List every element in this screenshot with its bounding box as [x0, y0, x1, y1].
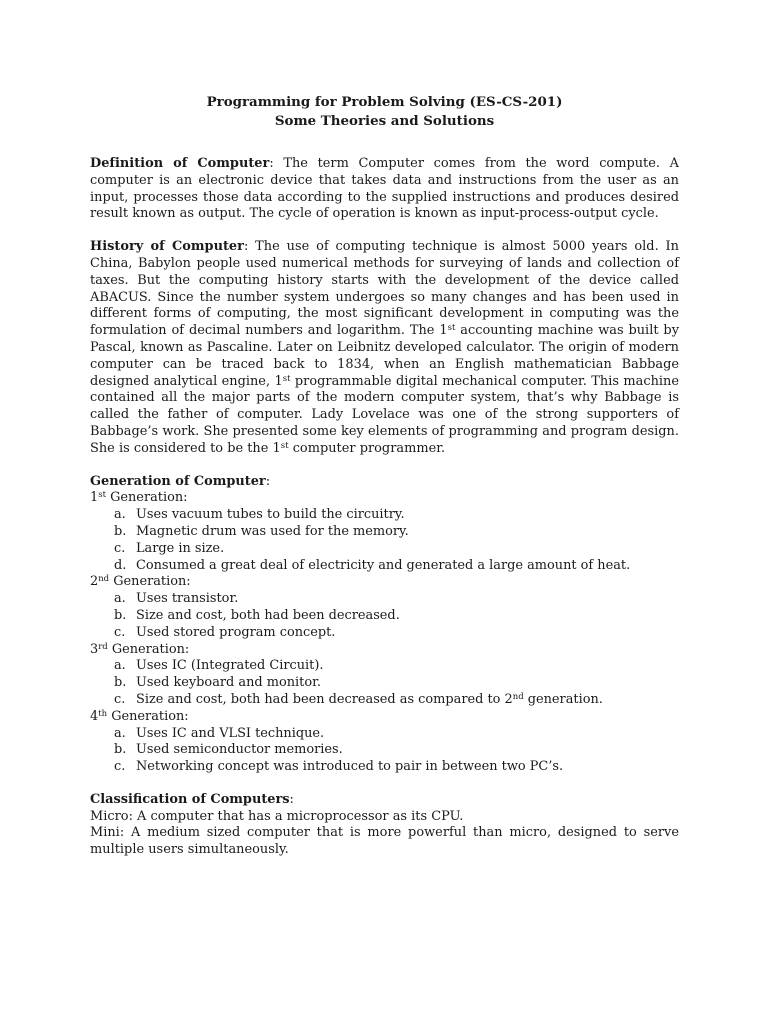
gen4-text: Generation:	[107, 708, 189, 724]
list-item-text: Uses vacuum tubes to build the circuitry.	[136, 507, 405, 523]
gen1-sup: st	[98, 490, 106, 501]
list-item	[114, 658, 679, 675]
history-term: History of Computer	[90, 239, 244, 255]
list-item-text: Magnetic drum was used for the memory.	[136, 523, 409, 539]
history-text-2: accounting machine was built by Pascal, known as Pascaline. Later on Leibnitz developed calculator. The origin of modern computer can be traced back to 1834, when an English mathematician Babbage designed analytical engine, 1	[90, 323, 679, 389]
list-item	[114, 675, 679, 692]
list-item-text: Used stored program concept.	[136, 624, 336, 640]
list-item-text: Consumed a great deal of electricity and generated a large amount of heat.	[136, 557, 631, 573]
list-item	[114, 591, 679, 608]
gen3-item-c-after: generation.	[523, 691, 603, 707]
list-item	[114, 692, 679, 709]
list-item-text: Size and cost, both had been decreased.	[136, 607, 400, 623]
classification-colon: :	[289, 791, 294, 807]
gen1-label	[90, 490, 679, 507]
generation-section	[90, 474, 679, 776]
list-item	[114, 558, 679, 575]
classification-section	[90, 792, 679, 859]
list-item-text: Uses IC (Integrated Circuit).	[136, 658, 324, 674]
history-text-1: : The use of computing technique is almost 5000 years old. In China, Babylon people used numerical methods for surveying of lands and collection of taxes. But the computing history starts with the development of the device called ABACUS. Since the number system undergoes so many changes and has been used in different forms of computing, the most significant development in computing was the formulation of decimal numbers and logarithm. The 1	[90, 239, 679, 339]
list-item-text	[136, 692, 603, 709]
list-item	[114, 726, 679, 743]
definition-paragraph	[90, 156, 679, 223]
list-marker: c.	[114, 759, 126, 775]
gen2-text: Generation:	[109, 574, 191, 590]
gen3-sup: rd	[98, 641, 108, 652]
generation-heading	[90, 474, 679, 491]
gen2-list	[90, 591, 679, 641]
gen4-label	[90, 709, 679, 726]
history-text-3: programmable digital mechanical computer. This machine contained all the major parts of the modern computer system, that’s why Babbage is called the father of computer. Lady Lovelace was one of the strong supporters of Babbage’s work. She presented some key elements of programming and program design. She is considered to be the 1	[90, 373, 680, 456]
history-section	[90, 239, 679, 457]
gen1-list	[90, 507, 679, 574]
list-marker: b.	[114, 523, 127, 539]
list-item-text: Networking concept was introduced to pair in between two PC’s.	[136, 759, 564, 775]
list-marker: a.	[114, 507, 126, 523]
definition-section	[90, 156, 679, 223]
generation-colon: :	[265, 473, 271, 489]
history-sup-1: st	[447, 323, 456, 334]
gen1-num: 1	[90, 490, 99, 506]
list-item	[114, 608, 679, 625]
list-marker: c.	[114, 624, 126, 640]
list-item	[114, 524, 679, 541]
list-marker: c.	[114, 691, 126, 707]
list-marker: a.	[114, 591, 126, 607]
list-marker: b.	[114, 675, 127, 691]
gen2-num: 2	[90, 574, 99, 590]
list-item	[114, 541, 679, 558]
micro-paragraph: Micro: A computer that has a microprocessor as its CPU.	[90, 808, 464, 824]
list-marker: c.	[114, 540, 126, 556]
history-text-4: computer programmer.	[288, 440, 446, 456]
gen4-list	[90, 726, 679, 776]
list-marker: b.	[114, 607, 127, 623]
list-item-text: Uses IC and VLSI technique.	[136, 725, 325, 741]
gen1-text: Generation:	[105, 490, 188, 506]
gen3-label	[90, 642, 679, 659]
history-sup-3: st	[280, 440, 289, 451]
gen3-text: Generation:	[107, 641, 190, 657]
list-marker: a.	[114, 725, 126, 741]
definition-term: Definition of Computer	[90, 156, 270, 171]
gen3-list	[90, 658, 679, 708]
gen2-sup: nd	[98, 574, 110, 585]
document-title	[90, 93, 679, 131]
gen2-label	[90, 574, 679, 591]
list-item	[114, 742, 679, 759]
generation-term: Generation of Computer	[90, 473, 266, 489]
classification-term: Classification of Computers	[90, 791, 290, 807]
list-item-text: Uses transistor.	[136, 591, 239, 607]
list-item	[114, 759, 679, 776]
course-title: Programming for Problem Solving (ES-CS-201)	[206, 94, 563, 110]
gen3-item-c-sup: nd	[512, 691, 524, 702]
gen4-sup: th	[98, 708, 108, 719]
list-marker: a.	[114, 658, 126, 674]
classification-heading	[90, 792, 679, 809]
list-item-text: Used keyboard and monitor.	[136, 675, 321, 691]
list-item-text: Large in size.	[136, 540, 225, 556]
list-item	[114, 625, 679, 642]
document-subtitle: Some Theories and Solutions	[274, 113, 495, 129]
history-sup-2: st	[282, 373, 291, 384]
gen3-num: 3	[90, 641, 99, 657]
gen3-item-c-text: Size and cost, both had been decreased as compared to 2	[136, 691, 513, 707]
list-item-text: Used semiconductor memories.	[136, 742, 343, 758]
list-marker: b.	[114, 742, 127, 758]
gen4-num: 4	[90, 708, 99, 724]
list-item	[114, 507, 679, 524]
history-paragraph	[90, 239, 679, 457]
mini-paragraph: Mini: A medium sized computer that is more powerful than micro, designed to serve multiple users simultaneously.	[90, 825, 679, 858]
definition-text: : The term Computer comes from the word compute. A computer is an electronic device that takes data and instructions from the user as an input, processes those data according to the supplied instructions and produces desired result known as output. The cycle of operation is known as input-process-output cycle.	[90, 156, 679, 222]
list-marker: d.	[114, 557, 127, 573]
